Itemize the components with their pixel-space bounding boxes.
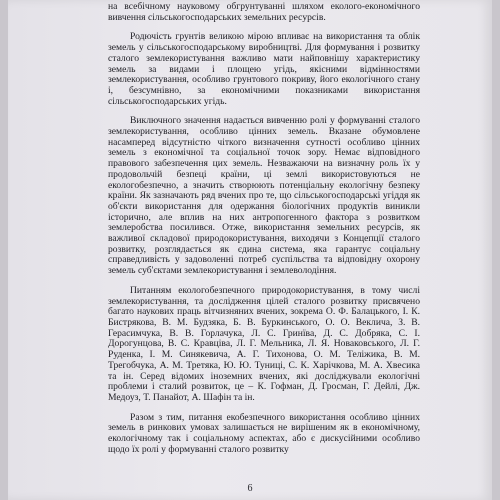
paragraph-2: Родючість грунтів великою мірою впливає на використання та облік земель у сільськогосподарському виробництві. Для формування і розвитку сталого землекористування важливо мати найповнішу характеристику земель за видами і площею угідь, якісними відмінностями землекористування, особливо грунтового покриву, його екологічного стану і, безсумнівно, за економічними показниками використання сільськогосподарських угідь. [108,31,420,107]
paragraph-4: Питанням екологобезпечного природокористування, в тому числі землекористування, та дослідження цілей сталого розвитку присвячено багато наукових праць вітчизняних вчених, зокрема О. Ф. Балацького, І. К. Бистрякова, В. М. Будзяка, Б. В. Буркинського, О. О. Веклича, З. В. Герасимчука, В. В. Горлачука, Л. С. Гринїва, Д. С. Добряка, С. І. Дорогунцова, В. С. Кравціва, Л. Г. Мельника, Л. Я. Новаковського, Л. Г. Руденка, І. М. Синякевича, А. Г. Тихонова, О. М. Теліжика, В. М. Трегобчука, А. М. Третяка, Ю. Ю. Туниці, С. К. Харічкова, М. А. Хвесика та ін. Серед відомих іноземних вчених, які досліджували екологічні проблеми і сталий розвиток, це – К. Гофман, Д. Гросман, Г. Дейлі, Дж. Медоуз, Т. Панайот, А. Шафін та ін. [108,284,420,403]
body-text [108,2,420,455]
page-number: 6 [247,483,253,494]
paragraph-1: на всебічному науковому обгрунтуванні шляхом еколого-економічного вивчення сільськогосподарських земельних ресурсів. [108,1,420,23]
paragraph-3: Виключного значення надається вивченню ролі у формуванні сталого землекористування, особливо цінних земель. Вказане обумовлене насамперед відсутністю чіткого визначення сутності особливо цінних земель з економічної та соціальної точок зору. Немає відповідного правового забезпечення цих земель. Незважаючи на визначну роль їх у продовольчій безпеці країни, ці землі використовуються не екологобезпечно, а значить створюють потенціальну екологічну безпеку країни. Як зазначають ряд вчених про те, що сільськогосподарські угіддя як об'єкти використання для одержання біологічних продуктів виникли історично, але вплив на них антропогенного фактора з розвитком землеробства посилився. Отже, використання земельних ресурсів, як важливої складової природокористування, виходячи з Концепції сталого розвитку, розглядається як єдина система, яка гарантує соціальну справедливість у задоволенні потреб суспільства та відповідну охорону земель суб'єктами землекористування і землеволодіння. [108,115,420,277]
book-page [8,0,492,500]
paragraph-5: Разом з тим, питання екобезпечного використання особливо цінних земель в ринкових умовах залишається не вирішеним як в економічному, екологічному так і соціальному аспектах, або є дискусійними особливо щодо їх ролі у формуванні сталого розвитку [108,411,420,455]
